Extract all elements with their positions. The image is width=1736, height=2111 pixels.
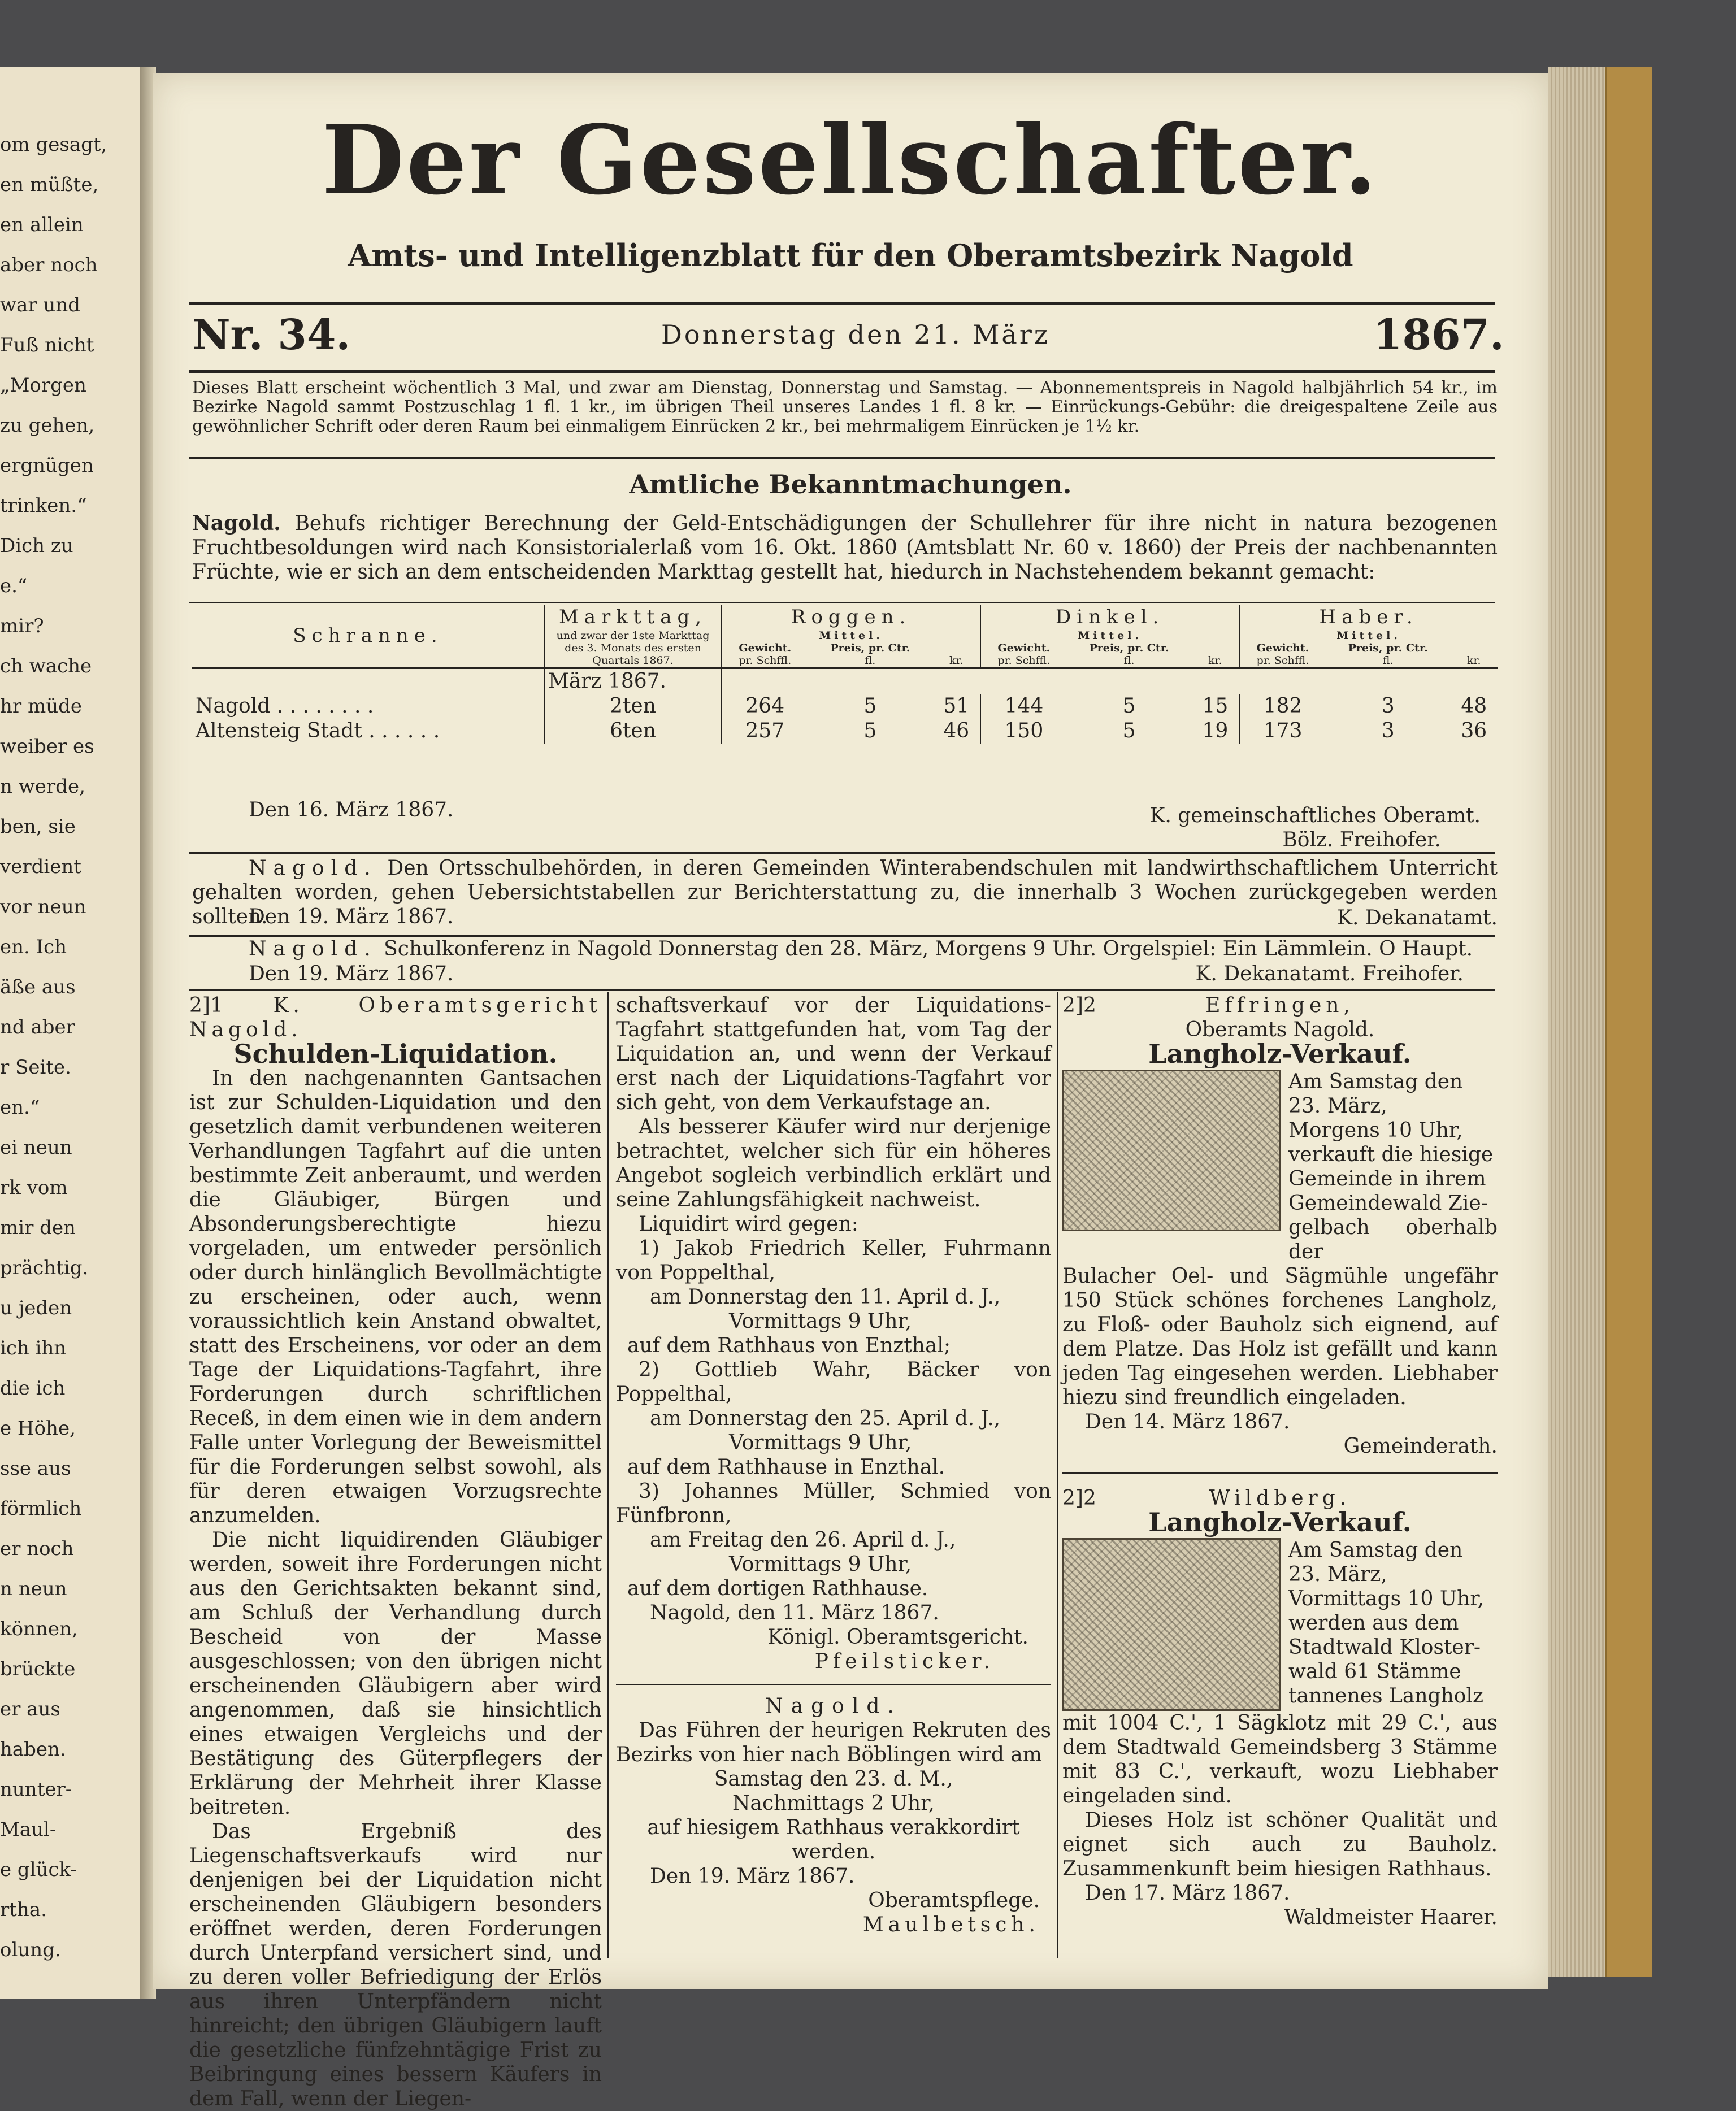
header-roggen: Roggen. (722, 605, 980, 629)
header-preis-unit: fl. (1382, 654, 1394, 667)
column-divider (607, 992, 609, 1958)
left-page-text: rtha. (0, 1899, 47, 1921)
value-cell: 3 (1381, 719, 1395, 742)
rule (189, 602, 1495, 603)
notice-place: Nagold. (249, 857, 377, 880)
left-page-text: die ich (0, 1377, 66, 1400)
ad-side-line: Stadtwald Kloster- (1288, 1636, 1481, 1659)
ad-heading: Langholz-Verkauf. (1148, 1507, 1412, 1537)
value-cell: 5 (863, 719, 877, 742)
header-mittel: Mittel. (1336, 629, 1401, 642)
header-gewicht-label: Gewicht. (997, 642, 1051, 654)
column-3 (1062, 993, 1498, 1930)
entry-date: am Freitag den 26. April d. J., (650, 1528, 956, 1552)
left-page-text: olung. (0, 1939, 61, 1961)
table-signature-2: Bölz. Freihofer. (1282, 828, 1441, 852)
notice-place: Nagold. (192, 511, 281, 535)
recruit-dated: Den 19. März 1867. (650, 1865, 855, 1888)
day-cell: 6ten (544, 719, 722, 744)
value-cell: 46 (932, 719, 980, 744)
left-page-text: u jeden (0, 1297, 72, 1319)
value-cell: 150 (1004, 719, 1044, 742)
header-markttag-label: Markttag, (558, 606, 708, 628)
header-markttag-sub: und zwar der 1ste Markttag des 3. Monats des ersten Quartals 1867. (556, 629, 710, 667)
paragraph: schaftsverkauf vor der Liquidations-Tagfahrt stattgefunden hat, vom Tag der Liquidation an, und wenn der Verkauf erst nach der Liquidations-Tagfahrt vor sich geht, von dem Verkaufstage an. (616, 994, 1051, 1114)
ad-side-line: Vormittags 10 Uhr, (1288, 1587, 1485, 1610)
ad-text: Bulacher Oel- und Sägmühle ungefähr 150 Stück schönes forchenes Langholz, zu Floß- oder Bauholz sich eignend, auf dem Platze. Das Holz ist gefällt und kann jeden Tag eingesehen werden. Liebhaber hiezu sind freundlich eingeladen. (1062, 1265, 1498, 1409)
left-page-text: nd aber (0, 1016, 75, 1039)
column-2 (616, 993, 1051, 1937)
rule (1062, 1472, 1498, 1474)
header-gewicht-unit: pr. Schffl. (1256, 654, 1309, 667)
header-dinkel: Dinkel. (980, 605, 1239, 629)
rule (189, 457, 1495, 459)
ad-marker: 2]2 (1062, 1487, 1096, 1510)
paragraph: In den nachgenannten Gantsachen ist zur Schulden-Liquidation und den gesetzlich damit verbundenen weiteren Verhandlungen Tagfahrt auf die unten bestimmte Zeit anberaumt, und werden die Gläubiger, Bürgen und Absonderungsberechtigte hiezu vorgeladen, um entweder persönlich oder durch hinlänglich Bevollmächtigte zu erscheinen, oder auch, wenn voraussichtlich kein Anstand obwaltet, statt des Erscheinens, vor oder an dem Tage der Liquidations-Tagfahrt, ihre Forderungen durch schriftlichen Receß, in dem einen wie in dem andern Falle unter Vorlegung der Beweismittel für die Forderungen selbst sowohl, als für deren etwaigen Vorzugsrechte anzumelden. (189, 1067, 602, 1527)
court-name: K. Oberamtsgericht Nagold. (189, 994, 602, 1041)
notice-text: Behufs richtiger Berechnung der Geld-Entschädigungen der Schullehrer für ihre nicht in natura bezogenen Fruchtbesoldungen wird nach Konsistorialerlaß vom 16. Okt. 1860 (Amtsblatt Nr. 60 v. 1860) der Preis der nachbenannten Früchte, wie er sich an dem entscheidenden Markttag gestellt hat, hiedurch in Nachstehendem bekannt gemacht: (192, 512, 1498, 584)
entry-date: am Donnerstag den 11. April d. J., (650, 1285, 1001, 1309)
ad-dated: Den 14. März 1867. (1085, 1410, 1290, 1434)
ad-text: Dieses Holz ist schöner Qualität und eignet sich auch zu Bauholz. Zusammenkunft beim hiesigen Rathhaus. (1062, 1809, 1498, 1880)
table-dated: Den 16. März 1867. (249, 798, 454, 822)
value-cell: 257 (745, 719, 785, 742)
left-page-text: nunter- (0, 1778, 72, 1801)
paragraph: Das Ergebniß des Liegenschaftsverkaufs wird nur denjenigen bei der Liquidation nicht erscheinenden Gläubigern besonders eröffnet werden, deren Forderungen durch Unterpfand versichert sind, und zu deren voller Befriedigung der Erlös aus ihren Unterpfändern nicht hinreicht; den übrigen Gläubigern lauft die gesetzliche fünfzehntägige Frist zu Beibringung eines bessern Käufers in dem Fall, wenn der Liegen- (189, 1820, 602, 2110)
left-page-text: ch wache (0, 655, 92, 677)
left-page-text: e glück- (0, 1858, 77, 1881)
entry: 2) Gottlieb Wahr, Bäcker von Poppelthal, (616, 1358, 1051, 1406)
conference-notice (192, 937, 1498, 961)
header-kr-unit: kr. (1467, 654, 1481, 667)
left-page-text: förmlich (0, 1497, 82, 1520)
header-preis (808, 642, 933, 667)
page-edges (1548, 67, 1605, 1977)
conference-signature: K. Dekanatamt. Freihofer. (1195, 962, 1464, 985)
entry-place: auf dem dortigen Rathhause. (627, 1577, 928, 1600)
header-gewicht-label: Gewicht. (739, 642, 792, 654)
entry-place: auf dem Rathhause in Enzthal. (627, 1456, 945, 1479)
notice-text: Schulkonferenz in Nagold Donnerstag den 28. März, Morgens 9 Uhr. Orgelspiel: Ein Lämmlein. O Haupt. (384, 937, 1473, 961)
header-schranne: Schranne. (192, 605, 544, 667)
header-markttag (544, 605, 722, 667)
left-page-fragment (0, 67, 145, 1999)
conference-dated: Den 19. März 1867. (249, 962, 454, 985)
entry-time: Vormittags 9 Uhr, (729, 1310, 912, 1333)
ad-side-line: wald 61 Stämme (1288, 1660, 1461, 1683)
fruit-price-notice (192, 511, 1498, 584)
left-page-text: n neun (0, 1578, 67, 1600)
value-cell: 3 (1381, 694, 1395, 718)
left-page-text: en allein (0, 214, 84, 236)
ad-side-line: tannenes Langholz (1288, 1684, 1483, 1708)
issue-number: Nr. 34. (192, 311, 351, 359)
value-cell: 144 (1004, 694, 1044, 718)
header-mittel: Mittel. (722, 629, 980, 642)
left-page-text: om gesagt, (0, 133, 107, 156)
header-gewicht-unit: pr. Schffl. (739, 654, 792, 667)
header-gewicht (980, 642, 1067, 667)
newspaper-page (153, 73, 1548, 2110)
notice-text: Den Ortsschulbehörden, in deren Gemeinden Winterabendschulen mit landwirthschaftlichem Unterricht gehalten worden, gehen Uebersichtstabellen zur Berichterstattung zu, die innerhalb 3 Wochen zurückgegeben werden sollten. (192, 857, 1498, 928)
grain-price-table (192, 605, 1498, 744)
month-label: März 1867. (544, 669, 722, 694)
entry: 3) Johannes Müller, Schmied von Fünfbronn, (616, 1480, 1051, 1527)
ad-side-line: Am Samstag den (1288, 1070, 1463, 1093)
recruit-signature: Maulbetsch. (862, 1913, 1040, 1936)
entry-place: auf dem Rathhaus von Enzthal; (627, 1334, 951, 1357)
ad-place: Wildberg. (1209, 1487, 1351, 1510)
value-cell: 5 (863, 694, 877, 718)
place-cell: Nagold . . . . . . . . (192, 694, 544, 719)
left-page-text: Fuß nicht (0, 334, 94, 357)
ad-side-text (1281, 1538, 1484, 1711)
left-page-text: hr müde (0, 695, 82, 718)
masthead-title: Der Gesellschafter. (322, 104, 1379, 216)
recruit-place-line: auf hiesigem Rathhaus verakkordirt werden. (647, 1816, 1020, 1864)
value-cell: 36 (1461, 719, 1487, 742)
value-cell: 5 (1122, 694, 1136, 718)
recruit-time: Nachmittags 2 Uhr, (732, 1792, 935, 1815)
issue-date: Donnerstag den 21. März (661, 319, 1051, 350)
header-kr (932, 642, 980, 667)
rule (189, 302, 1495, 305)
ad-side-line: 23. März, (1288, 1563, 1387, 1586)
left-page-text: rk vom (0, 1176, 68, 1199)
header-haber: Haber. (1319, 606, 1418, 628)
left-page-text: brückte (0, 1658, 76, 1680)
ad-side-line: gelbach oberhalb der (1288, 1216, 1498, 1263)
rule (189, 989, 1495, 991)
value-cell: 15 (1191, 694, 1239, 719)
column-1 (189, 993, 602, 2111)
entry-time: Vormittags 9 Uhr, (729, 1553, 912, 1576)
table-row (192, 719, 1498, 744)
header-mittel: Mittel. (980, 629, 1239, 642)
header-preis-unit: fl. (1123, 654, 1135, 667)
paragraph: Als besserer Käufer wird nur derjenige betrachtet, welcher sich für ein höheres Angebot sogleich verbindlich erklärt und seine Zahlungsfähigkeit nachweist. (616, 1115, 1051, 1211)
timber-sale-wildberg (1062, 1486, 1498, 1930)
column-divider (1057, 992, 1058, 1958)
ad-heading: Langholz-Verkauf. (1148, 1039, 1412, 1069)
header-kr (1451, 642, 1498, 667)
ad-marker: 2]1 (189, 994, 223, 1017)
entry: 1) Jakob Friedrich Keller, Fuhrmann von Poppelthal, (616, 1237, 1051, 1284)
header-gewicht (722, 642, 808, 667)
header-preis (1067, 642, 1192, 667)
value-cell: 51 (932, 694, 980, 719)
ad-subplace: Oberamts Nagold. (1185, 1018, 1375, 1041)
rule (189, 852, 1495, 854)
ad-marker: 2]2 (1062, 994, 1096, 1017)
header-gewicht-label: Gewicht. (1256, 642, 1309, 654)
left-page-text: er noch (0, 1537, 74, 1560)
ad-side-text (1281, 1070, 1498, 1264)
value-cell: 5 (1122, 719, 1136, 742)
table-signature-1: K. gemeinschaftliches Oberamt. (1149, 804, 1481, 827)
value-cell: 173 (1263, 719, 1303, 742)
left-page-text: ergnügen (0, 454, 94, 477)
recruit-place: Nagold. (765, 1695, 902, 1718)
left-page-text: Maul- (0, 1818, 57, 1841)
left-page-text: trinken.“ (0, 494, 87, 517)
notice-place: Nagold. (249, 937, 377, 961)
left-page-text: äße aus (0, 976, 76, 998)
liquidation-heading: Schulden-Liquidation. (233, 1039, 558, 1069)
header-preis (1326, 642, 1451, 667)
masthead-subtitle: Amts- und Intelligenzblatt für den Oberamtsbezirk Nagold (348, 237, 1353, 273)
forest-woodcut-icon (1062, 1070, 1281, 1231)
left-page-text: ich ihn (0, 1337, 67, 1359)
issue-year: 1867. (1373, 311, 1504, 359)
court-line (189, 993, 602, 1042)
day-cell: 2ten (544, 694, 722, 719)
recruit-text: Das Führen der heurigen Rekruten des Bezirks von hier nach Böblingen wird am (616, 1719, 1051, 1766)
header-gewicht-unit: pr. Schffl. (997, 654, 1051, 667)
ad-dated: Den 17. März 1867. (1085, 1882, 1290, 1905)
value-cell: 264 (745, 694, 785, 718)
left-page-text: Dich zu (0, 535, 73, 557)
dated-line: Nagold, den 11. März 1867. (650, 1601, 939, 1624)
header-preis-label: Preis, pr. Ctr. (1348, 642, 1428, 654)
ad-side-line: verkauft die hiesige (1288, 1143, 1494, 1166)
ad-place: Effringen, (1205, 994, 1355, 1017)
signature: Königl. Oberamtsgericht. (767, 1626, 1028, 1649)
ad-side-line: Morgens 10 Uhr, (1288, 1119, 1463, 1142)
left-page-text: war und (0, 294, 80, 316)
ad-side-line: Am Samstag den (1288, 1539, 1463, 1562)
ad-text: mit 1004 C.', 1 Sägklotz mit 29 C.', aus dem Stadtwald Gemeindsberg 3 Stämme mit 83 C.', verkauft, wozu Liebhaber eingeladen sind. (1062, 1712, 1498, 1808)
header-preis-unit: fl. (865, 654, 876, 667)
value-cell: 48 (1461, 694, 1487, 718)
left-page-text: n werde, (0, 775, 85, 798)
left-page-text: weiber es (0, 735, 94, 758)
ad-signature: Gemeinderath. (1343, 1435, 1498, 1458)
section-title: Amtliche Bekanntmachungen. (629, 469, 1072, 499)
header-preis-label: Preis, pr. Ctr. (830, 642, 910, 654)
timber-sale-effringen (1062, 993, 1498, 1458)
value-cell: 182 (1263, 694, 1303, 718)
left-page-text: en müßte, (0, 173, 99, 196)
left-page-text: „Morgen (0, 374, 86, 397)
entry-date: am Donnerstag den 25. April d. J., (650, 1407, 1001, 1430)
left-page-text: en.“ (0, 1096, 40, 1119)
left-page-text: sse aus (0, 1457, 71, 1480)
ad-side-line: Gemeinde in ihrem (1288, 1167, 1486, 1191)
rule (189, 370, 1495, 373)
header-kr (1191, 642, 1239, 667)
recruit-signature: Oberamtspflege. (868, 1889, 1040, 1912)
school-notice-dated: Den 19. März 1867. (249, 905, 454, 928)
value-cell: 19 (1191, 719, 1239, 744)
left-page-text: ben, sie (0, 815, 76, 838)
left-page-text: en. Ich (0, 936, 67, 958)
place-cell: Altensteig Stadt . . . . . . (192, 719, 544, 744)
left-page-text: er aus (0, 1698, 60, 1721)
header-preis-label: Preis, pr. Ctr. (1089, 642, 1169, 654)
entry-time: Vormittags 9 Uhr, (729, 1431, 912, 1454)
header-gewicht (1239, 642, 1326, 667)
left-page-text: vor neun (0, 896, 86, 918)
signature: Pfeilsticker. (814, 1650, 995, 1673)
left-page-text: e.“ (0, 575, 28, 597)
left-page-text: können, (0, 1618, 78, 1640)
left-page-text: haben. (0, 1738, 66, 1761)
left-page-text: r Seite. (0, 1056, 71, 1079)
paragraph: Die nicht liquidirenden Gläubiger werden, soweit ihre Forderungen nicht aus den Gerichtsakten bekannt sind, am Schluß der Verhandlung durch Bescheid von der Masse ausgeschlossen; von den übrigen nicht erscheinenden Gläubigern aber wird angenommen, daß sie hinsichtlich eines etwaigen Vergleichs und der Bestätigung des Güterpflegers der Erklärung der Mehrheit ihrer Klasse beitreten. (189, 1528, 602, 1819)
left-page-text: mir? (0, 615, 44, 637)
left-page-text: e Höhe, (0, 1417, 76, 1440)
subscription-info: Dieses Blatt erscheint wöchentlich 3 Mal, und zwar am Dienstag, Donnerstag und Samstag. — Abonnementspreis in Nagold halbjährlich 54 kr., im Bezirke Nagold sammt Postzuschlag 1 fl. 1 kr., im übrigen Theil unseres Landes 1 fl. 8 kr. — Einrückungs-Gebühr: die dreigespaltene Zeile aus gewöhnlicher Schrift oder deren Raum bei einmaligem Einrücken 2 kr., bei mehrmaligem Einrücken je 1½ kr. (192, 378, 1498, 436)
left-page-text: mir den (0, 1217, 76, 1239)
ad-signature: Waldmeister Haarer. (1284, 1906, 1498, 1929)
forest-woodcut-icon (1062, 1538, 1281, 1711)
left-page-text: verdient (0, 855, 81, 878)
paragraph: Liquidirt wird gegen: (639, 1213, 858, 1236)
left-page-text: prächtig. (0, 1257, 89, 1279)
left-page-text: ei neun (0, 1136, 72, 1159)
school-notice-signature: K. Dekanatamt. (1337, 906, 1498, 929)
ad-side-line: Gemeindewald Zie- (1288, 1192, 1488, 1215)
ad-side-line: 23. März, (1288, 1094, 1387, 1118)
header-kr-unit: kr. (1208, 654, 1222, 667)
left-page-text: aber noch (0, 254, 98, 276)
left-page-text: zu gehen, (0, 414, 95, 437)
rule (616, 1684, 1051, 1685)
recruit-date: Samstag den 23. d. M., (714, 1767, 953, 1791)
table-row (192, 694, 1498, 719)
ad-side-line: werden aus dem (1288, 1612, 1459, 1635)
header-kr-unit: kr. (949, 654, 964, 667)
book-cover (1605, 67, 1652, 1977)
